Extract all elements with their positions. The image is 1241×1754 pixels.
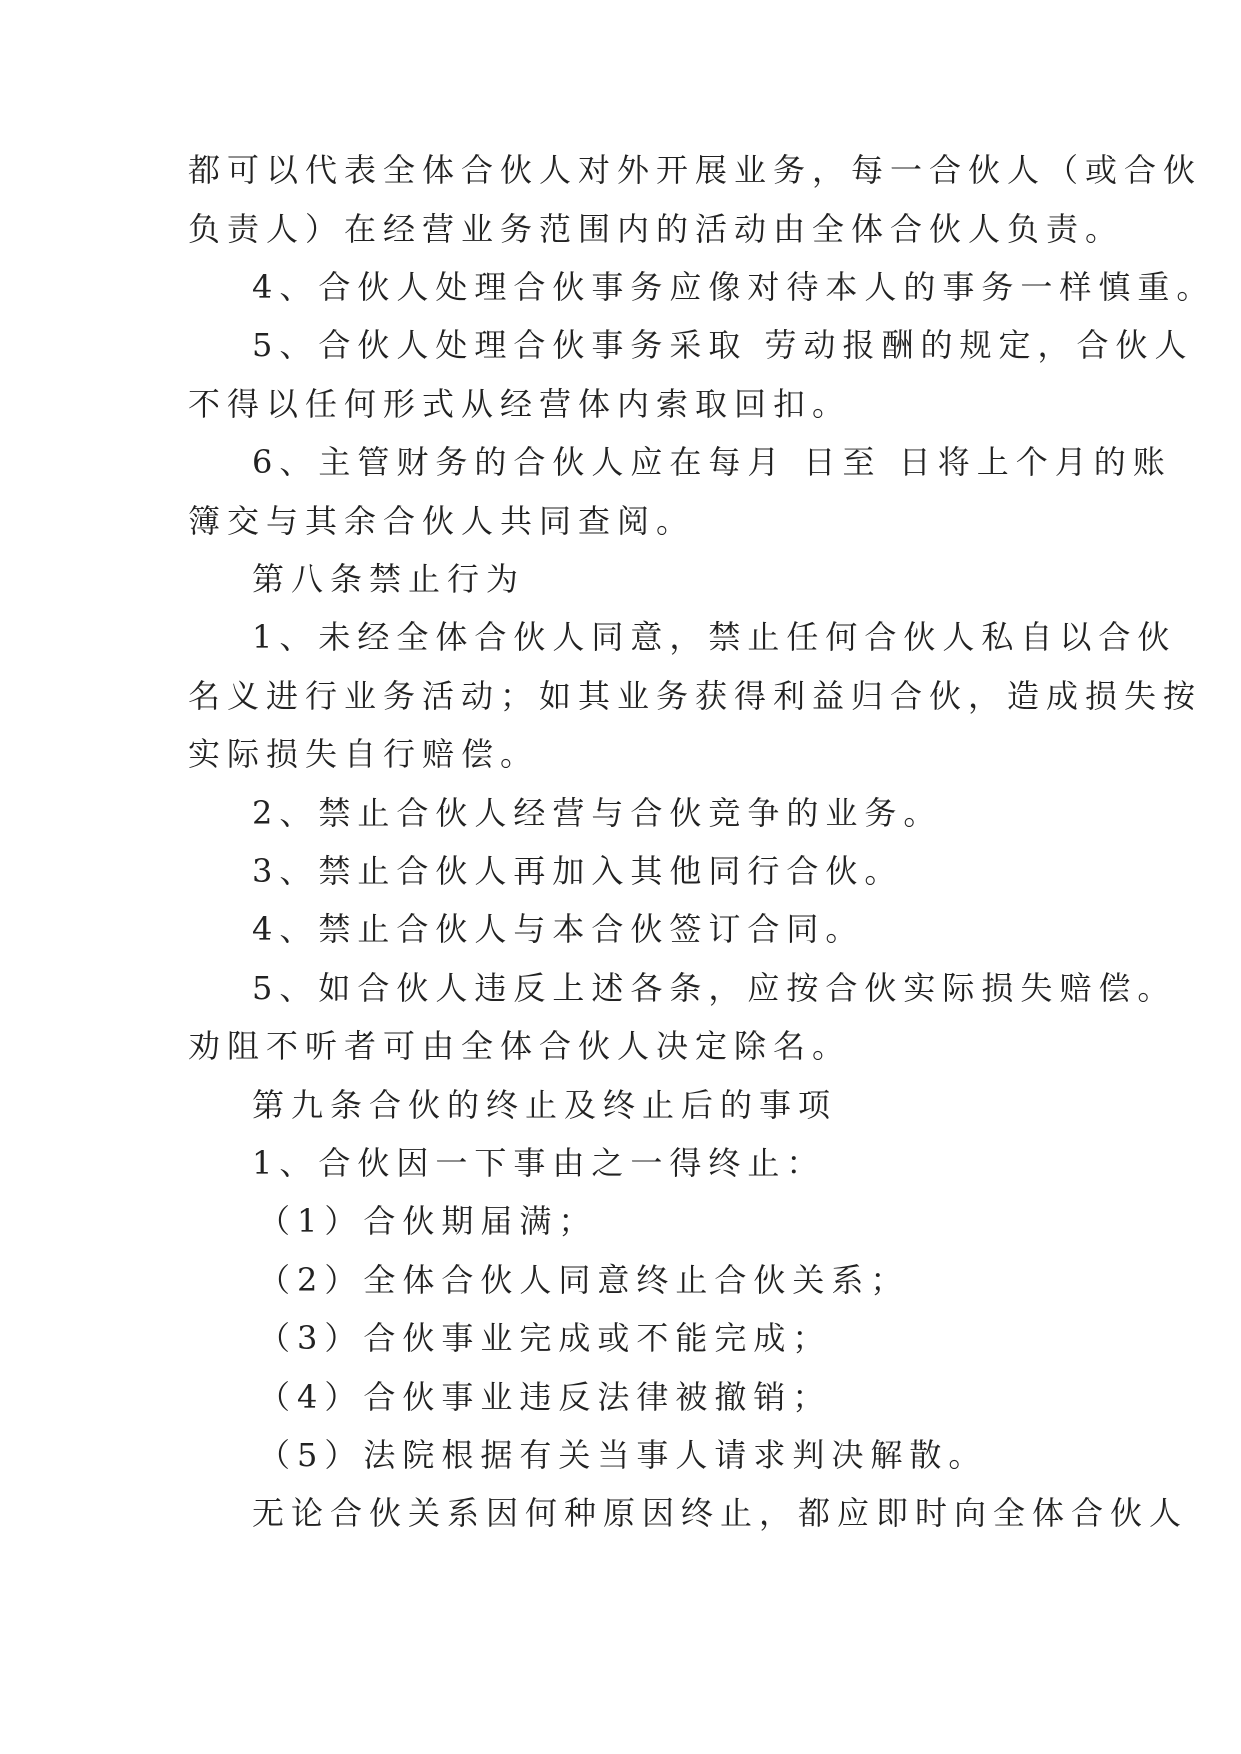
section-heading: 第九条合伙的终止及终止后的事项 — [252, 1086, 838, 1124]
body-text-line: 名义进行业务活动；如其业务获得利益归合伙，造成损失按 — [188, 677, 1203, 715]
list-item: （1）合伙期届满； — [258, 1202, 598, 1240]
body-text-line: 4、禁止合伙人与本合伙签订合同。 — [252, 910, 865, 948]
list-item: （4）合伙事业违反法律被撤销； — [258, 1378, 832, 1416]
body-text-line: 劝阻不听者可由全体合伙人决定除名。 — [188, 1027, 852, 1065]
body-text-line: 5、如合伙人违反上述各条，应按合伙实际损失赔偿。 — [252, 969, 1177, 1007]
body-text-line: 不得以任何形式从经营体内索取回扣。 — [188, 385, 852, 423]
body-text-line: 5、合伙人处理合伙事务采取 劳动报酬的规定，合伙人 — [252, 326, 1194, 364]
list-item: （3）合伙事业完成或不能完成； — [258, 1319, 832, 1357]
body-text-line: 4、合伙人处理合伙事务应像对待本人的事务一样慎重。 — [252, 268, 1216, 306]
body-text-line: 2、禁止合伙人经营与合伙竞争的业务。 — [252, 794, 943, 832]
body-text-line: 簿交与其余合伙人共同查阅。 — [188, 502, 696, 540]
body-text-line: 3、禁止合伙人再加入其他同行合伙。 — [252, 852, 904, 890]
body-text-line: 1、未经全体合伙人同意，禁止任何合伙人私自以合伙 — [252, 618, 1177, 656]
body-text-line: 6、主管财务的合伙人应在每月 日至 日将上个月的账 — [252, 443, 1172, 481]
body-text-line: 无论合伙关系因何种原因终止，都应即时向全体合伙人 — [252, 1494, 1189, 1532]
body-text-line: 实际损失自行赔偿。 — [188, 735, 540, 773]
body-text-line: 负责人）在经营业务范围内的活动由全体合伙人负责。 — [188, 210, 1125, 248]
body-text-line: 1、合伙因一下事由之一得终止： — [252, 1144, 826, 1182]
list-item: （5）法院根据有关当事人请求判决解散。 — [258, 1436, 988, 1474]
body-text-line: 都可以代表全体合伙人对外开展业务，每一合伙人（或合伙 — [188, 151, 1203, 189]
section-heading: 第八条禁止行为 — [252, 560, 526, 598]
list-item: （2）全体合伙人同意终止合伙关系； — [258, 1261, 910, 1299]
